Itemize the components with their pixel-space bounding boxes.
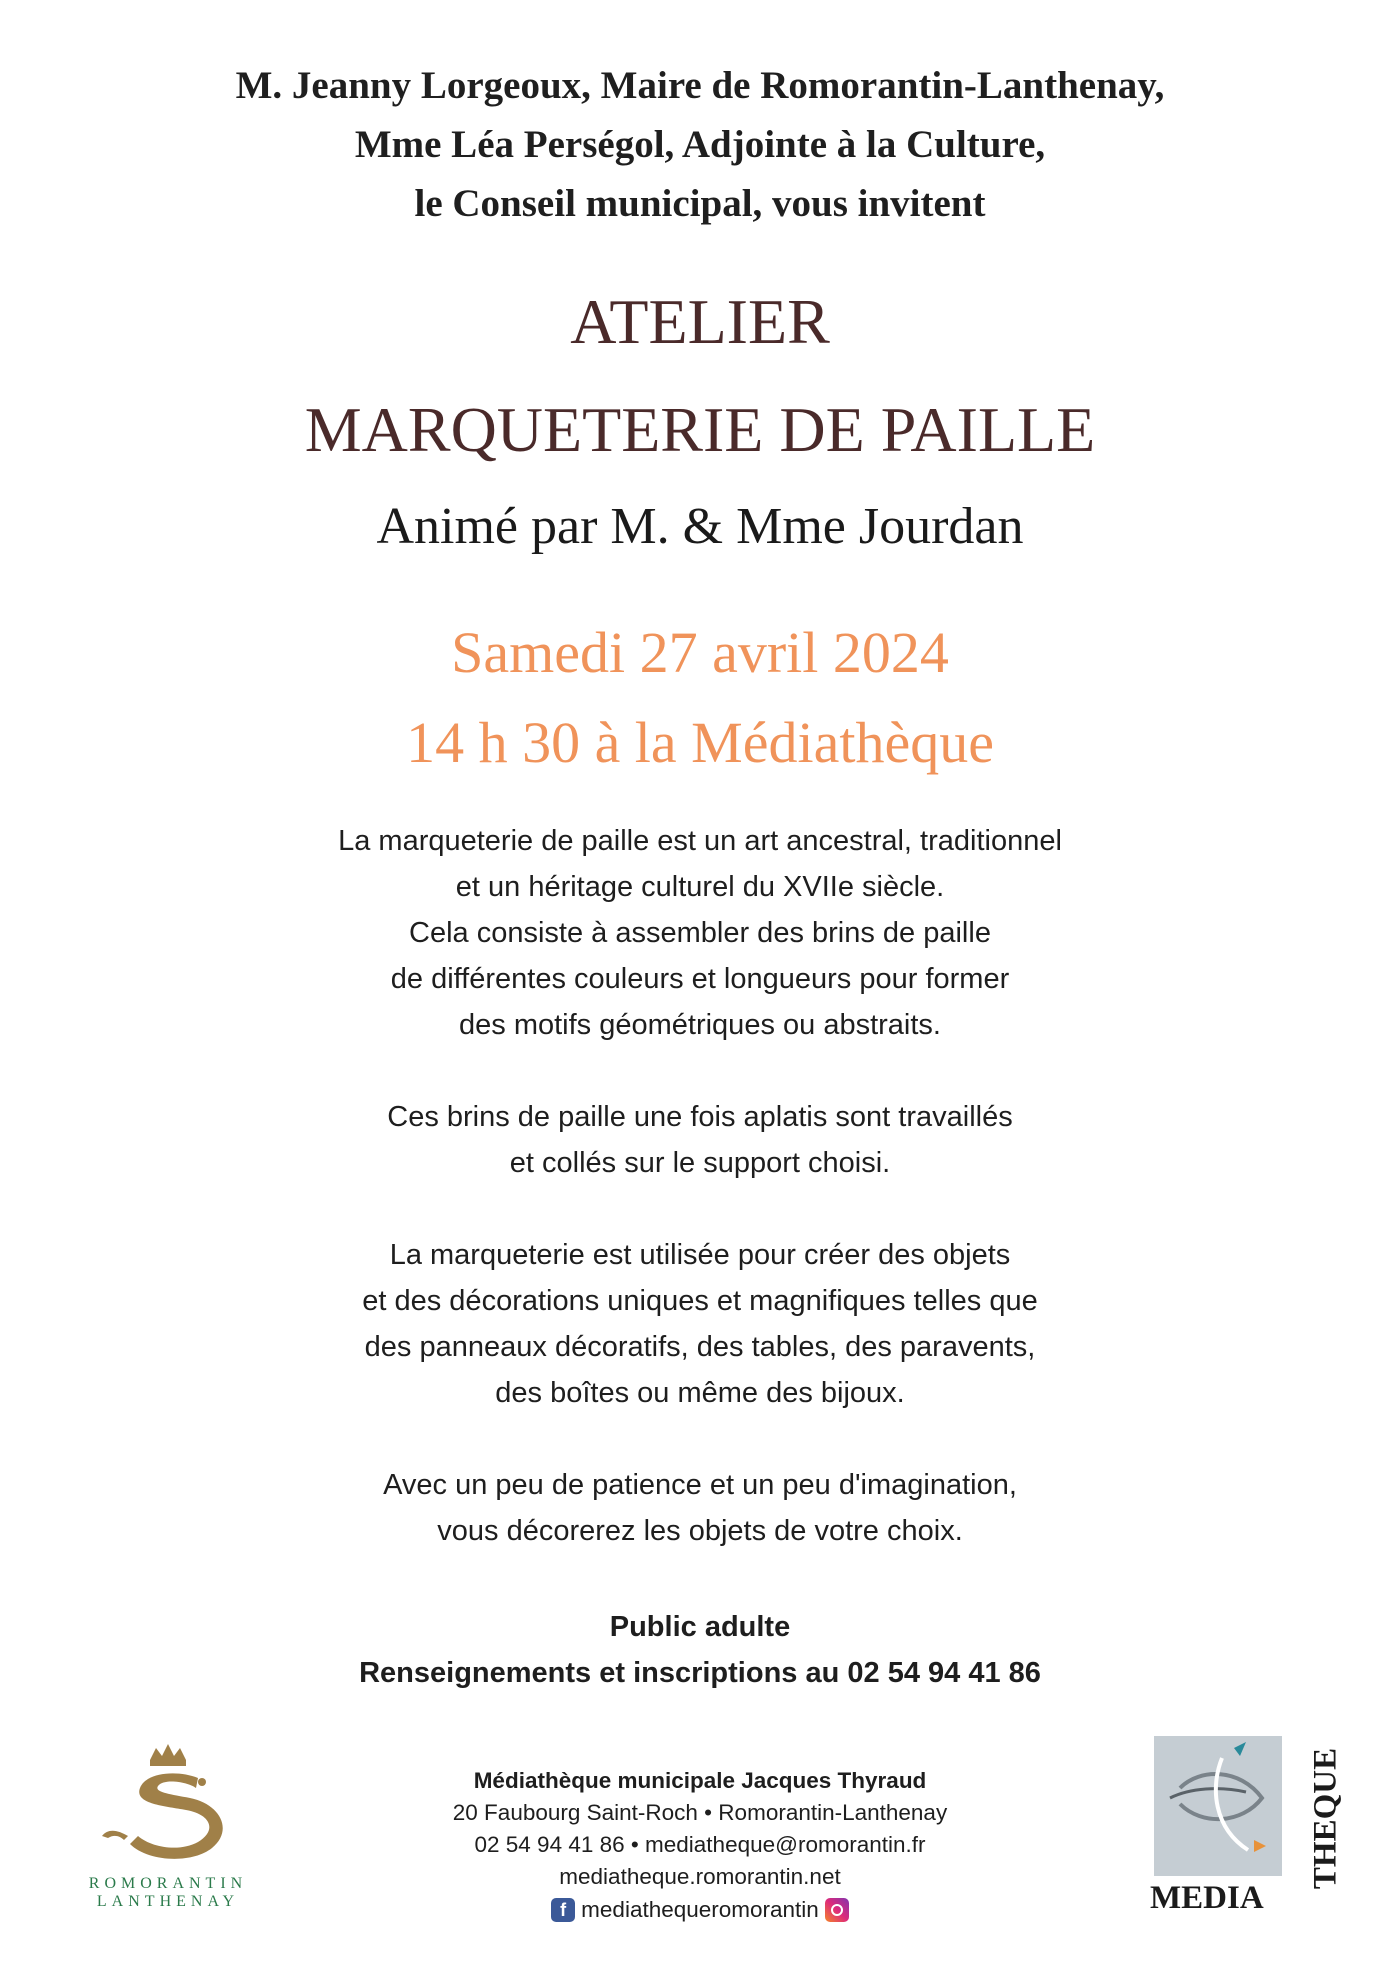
description-line: de différentes couleurs et longueurs pour former (390, 963, 1010, 995)
description-line: Ces brins de paille une fois aplatis sont travaillés (387, 1101, 1013, 1133)
mediatheque-logo-theque: THEQUE (1307, 1747, 1344, 1890)
description-paragraph (0, 1462, 1400, 1554)
event-title-line1: ATELIER (570, 286, 830, 357)
social-handle-row[interactable] (551, 1894, 849, 1926)
city-logo-name-line1: ROMORANTIN (88, 1875, 248, 1892)
description-line: La marqueterie de paille est un art ancestral, traditionnel (338, 825, 1062, 857)
mediatheque-emblem-icon (1150, 1728, 1290, 1878)
description-line: des panneaux décoratifs, des tables, des paravents, (364, 1331, 1036, 1363)
library-name: Médiathèque municipale Jacques Thyraud (473, 1768, 927, 1793)
mediatheque-logo (1150, 1728, 1344, 1928)
host-line: Mme Léa Perségol, Adjointe à la Culture, (354, 123, 1046, 166)
social-handle[interactable]: mediathequeromorantin (581, 1897, 819, 1922)
facebook-icon[interactable]: f (551, 1898, 575, 1922)
registration-phone: Renseignements et inscriptions au 02 54 94 41 86 (359, 1657, 1041, 1689)
instagram-icon[interactable] (825, 1898, 849, 1922)
description-line: Cela consiste à assembler des brins de paille (409, 917, 991, 949)
registration-info (0, 1604, 1400, 1696)
description-line: La marqueterie est utilisée pour créer des objets (389, 1239, 1011, 1271)
description-line: Avec un peu de patience et un peu d'imagination, (383, 1469, 1017, 1501)
event-animator: Animé par M. & Mme Jourdan (376, 498, 1024, 555)
host-line: le Conseil municipal, vous invitent (414, 182, 986, 225)
mediatheque-logo-media: MEDIA (1150, 1880, 1264, 1916)
event-time-place: 14 h 30 à la Médiathèque (406, 710, 994, 775)
description-paragraph (0, 818, 1400, 1048)
description-paragraph (0, 1094, 1400, 1186)
city-logo-name-line2: LANTHENAY (96, 1893, 240, 1910)
description-paragraph (0, 1232, 1400, 1416)
event-title-line2: MARQUETERIE DE PAILLE (304, 394, 1096, 465)
description-line: et des décorations uniques et magnifiques telles que (362, 1285, 1038, 1317)
event-description (0, 818, 1400, 1600)
description-line: des motifs géométriques ou abstraits. (459, 1009, 941, 1041)
library-website[interactable]: mediatheque.romorantin.net (559, 1864, 841, 1889)
host-list (0, 56, 1400, 233)
library-contact[interactable]: 02 54 94 41 86 • mediatheque@romorantin.fr (474, 1832, 926, 1857)
description-line: et un héritage culturel du XVIIe siècle. (455, 871, 945, 903)
description-line: des boîtes ou même des bijoux. (495, 1377, 905, 1409)
audience-label: Public adulte (609, 1611, 791, 1643)
library-address: 20 Faubourg Saint-Roch • Romorantin-Lanthenay (452, 1800, 948, 1825)
host-line: M. Jeanny Lorgeoux, Maire de Romorantin-Lanthenay, (235, 64, 1165, 107)
event-date: Samedi 27 avril 2024 (451, 620, 949, 685)
description-line: vous décorerez les objets de votre choix. (437, 1515, 963, 1547)
description-line: et collés sur le support choisi. (509, 1147, 891, 1179)
